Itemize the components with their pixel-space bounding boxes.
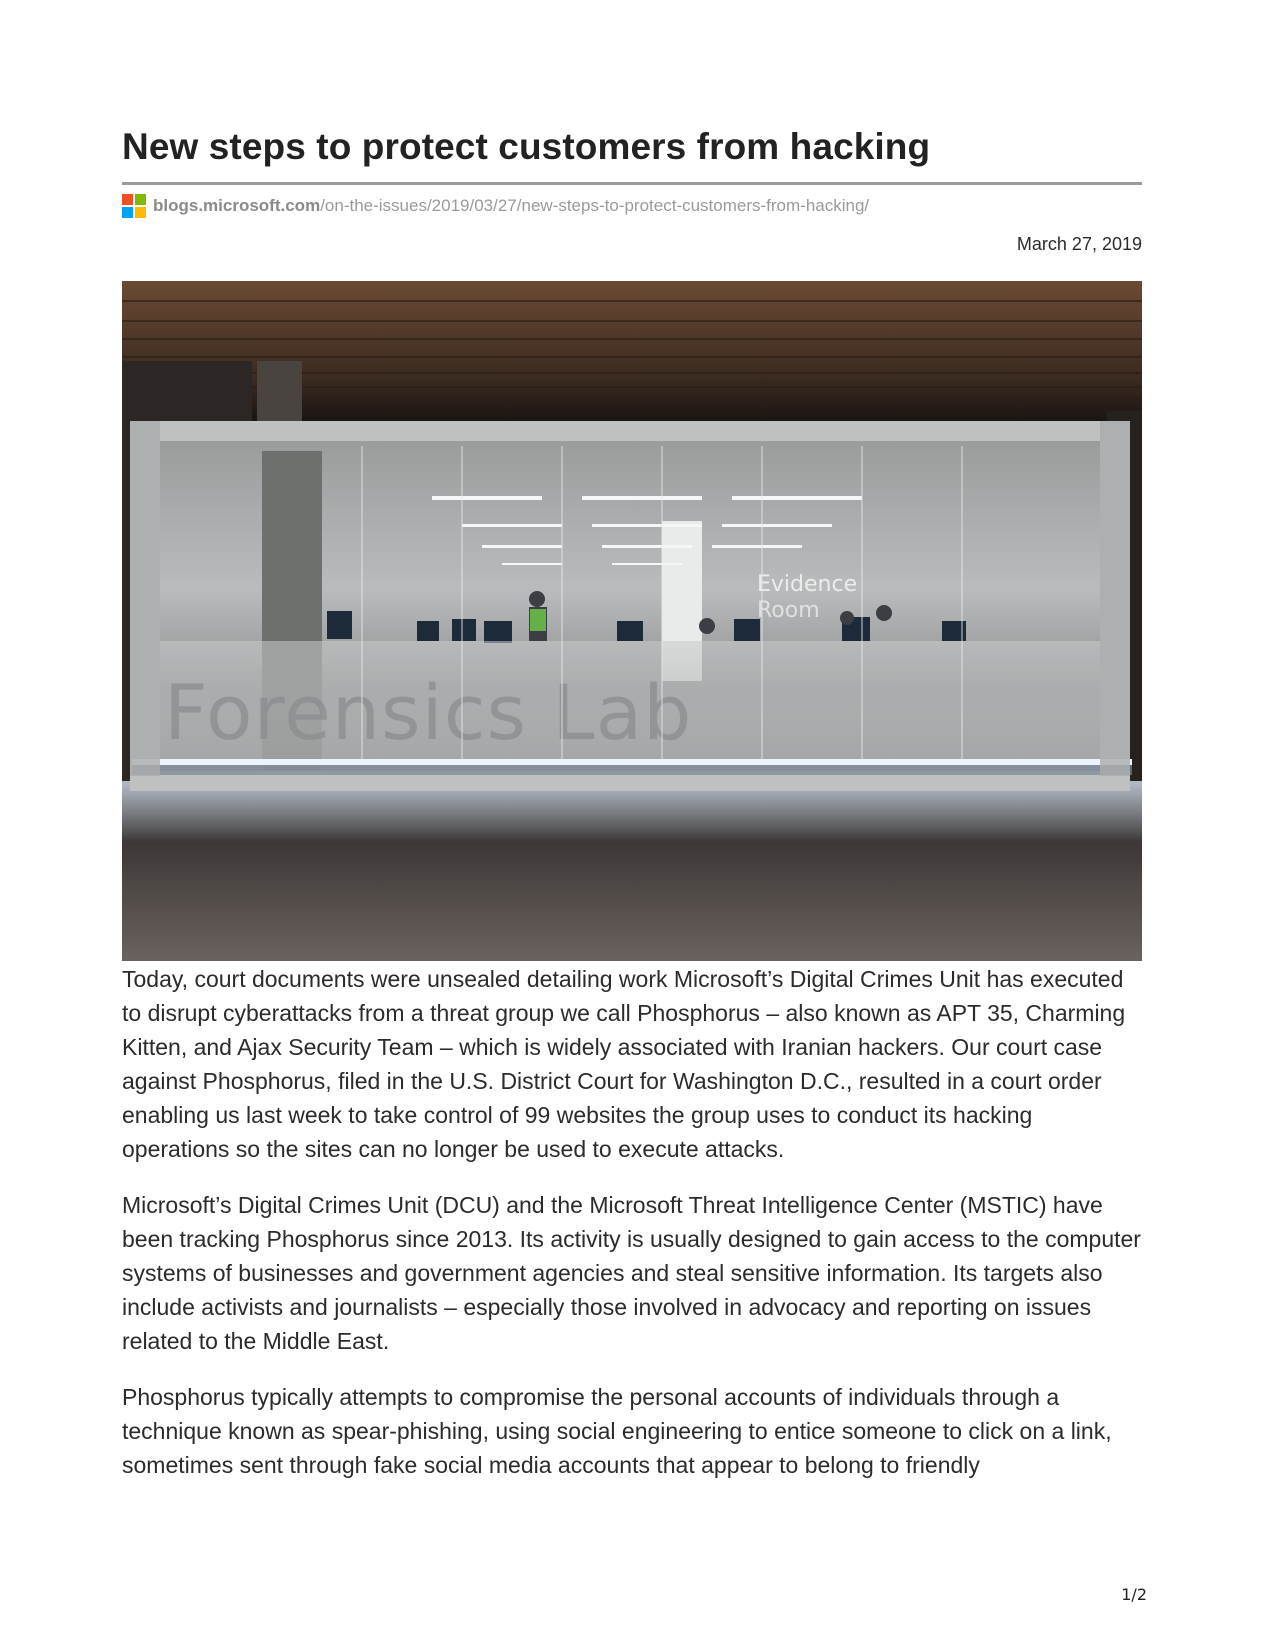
paragraph: Phosphorus typically attempts to compromise the personal accounts of individuals through a technique known as spear-phishing, using social engineering to entice someone to click on a link, sometimes sent through fake social media accounts that appear to belong to friendly [122, 1384, 1112, 1478]
title-divider [122, 182, 1142, 185]
source-domain[interactable]: blogs.microsoft.com [153, 196, 321, 215]
article-body [122, 962, 1144, 1504]
paragraph: Microsoft’s Digital Crimes Unit (DCU) and the Microsoft Threat Intelligence Center (MSTIC) have been tracking Phosphorus since 2013. Its activity is usually designed to gain access to the computer systems of businesses and government agencies and steal sensitive information. Its targets also include activists and journalists – especially those involved in advocacy and reporting on issues related to the Middle East. [122, 1192, 1141, 1354]
microsoft-logo-icon [122, 194, 146, 218]
source-line [122, 193, 869, 219]
article-photo [122, 281, 1142, 961]
forensics-lab-sign: Forensics Lab [164, 668, 693, 757]
paragraph: Today, court documents were unsealed detailing work Microsoft’s Digital Crimes Unit has executed to disrupt cyberattacks from a threat group we call Phosphorus – also known as APT 35, Charming Kitten, and Ajax Security Team – which is widely associated with Iranian hackers. Our court case against Phosphorus, filed in the U.S. District Court for Washington D.C., resulted in a court order enabling us last week to take control of 99 websites the group uses to conduct its hacking operations so the sites can no longer be used to execute attacks. [122, 966, 1126, 1162]
room-sign-line1: Evidence [757, 572, 858, 597]
page-title: New steps to protect customers from hacking [122, 126, 931, 167]
page-number: 1/2 [1121, 1585, 1147, 1604]
source-path[interactable]: /on-the-issues/2019/03/27/new-steps-to-protect-customers-from-hacking/ [320, 196, 870, 215]
room-sign-line2: Room [757, 598, 820, 623]
publish-date: March 27, 2019 [1016, 234, 1142, 254]
